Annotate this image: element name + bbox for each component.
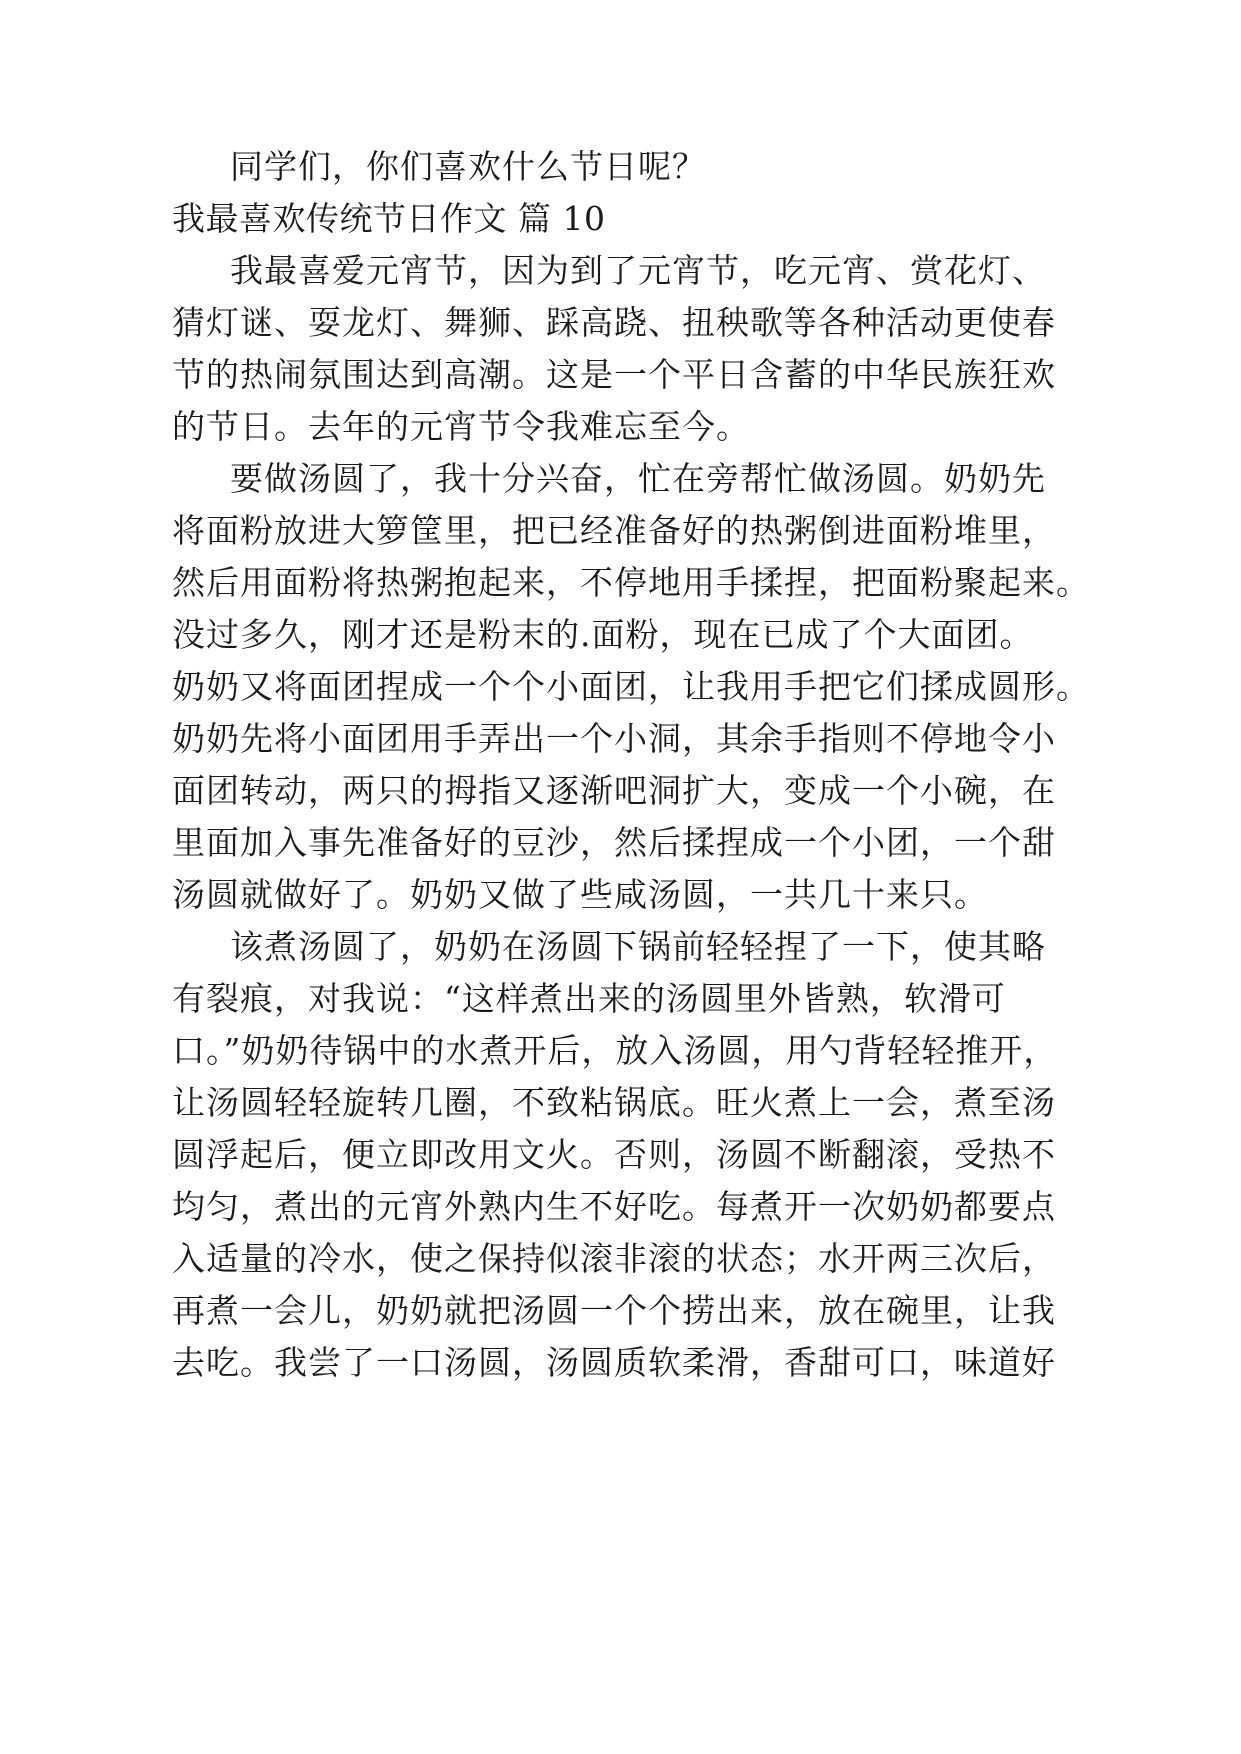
paragraph-line: 均匀，煮出的元宵外熟内生不好吃。每煮开一次奶奶都要点 bbox=[172, 1187, 1056, 1226]
paragraph-line: 里面加入事先准备好的豆沙，然后揉捏成一个小团，一个甜 bbox=[172, 823, 1056, 862]
paragraph-line: 让汤圆轻轻旋转几圈，不致粘锅底。旺火煮上一会，煮至汤 bbox=[172, 1083, 1056, 1122]
paragraph-line: 将面粉放进大箩筐里，把已经准备好的热粥倒进面粉堆里， bbox=[172, 511, 1056, 550]
paragraph-line: 去吃。我尝了一口汤圆，汤圆质软柔滑，香甜可口，味道好 bbox=[172, 1343, 1056, 1382]
paragraph-line: 入适量的冷水，使之保持似滚非滚的状态；水开两三次后， bbox=[172, 1239, 1056, 1278]
paragraph-line: 口。”奶奶待锅中的水煮开后，放入汤圆，用勺背轻轻推开， bbox=[172, 1031, 1058, 1070]
paragraph-line: 再煮一会儿，奶奶就把汤圆一个个捞出来，放在碗里，让我 bbox=[172, 1291, 1056, 1330]
paragraph-line: 奶奶先将小面团用手弄出一个小洞，其余手指则不停地令小 bbox=[172, 719, 1056, 758]
paragraph-line: 圆浮起后，便立即改用文火。否则，汤圆不断翻滚，受热不 bbox=[172, 1135, 1056, 1174]
paragraph-line: 奶奶又将面团捏成一个个小面团，让我用手把它们揉成圆形。 bbox=[172, 667, 1090, 706]
paragraph-line: 面团转动，两只的拇指又逐渐吧洞扩大，变成一个小碗，在 bbox=[172, 771, 1056, 810]
paragraph-line: 我最喜爱元宵节，因为到了元宵节，吃元宵、赏花灯、 bbox=[230, 251, 1046, 290]
section-heading: 我最喜欢传统节日作文 篇 10 bbox=[172, 199, 606, 238]
paragraph-line: 该煮汤圆了，奶奶在汤圆下锅前轻轻捏了一下，使其略 bbox=[230, 927, 1046, 966]
paragraph-line: 的节日。去年的元宵节令我难忘至今。 bbox=[172, 407, 750, 446]
paragraph-line: 没过多久，刚才还是粉末的.面粉，现在已成了个大面团。 bbox=[172, 615, 1034, 654]
paragraph-line: 要做汤圆了，我十分兴奋，忙在旁帮忙做汤圆。奶奶先 bbox=[230, 459, 1046, 498]
paragraph-line: 有裂痕，对我说：“这样煮出来的汤圆里外皆熟，软滑可 bbox=[172, 979, 1006, 1018]
paragraph-line: 然后用面粉将热粥抱起来，不停地用手揉捏，把面粉聚起来。 bbox=[172, 563, 1090, 602]
paragraph-line: 猜灯谜、耍龙灯、舞狮、踩高跷、扭秧歌等各种活动更使春 bbox=[172, 303, 1056, 342]
paragraph-line: 汤圆就做好了。奶奶又做了些咸汤圆，一共几十来只。 bbox=[172, 875, 988, 914]
intro-line: 同学们，你们喜欢什么节日呢？ bbox=[230, 147, 706, 186]
paragraph-line: 节的热闹氛围达到高潮。这是一个平日含蓄的中华民族狂欢 bbox=[172, 355, 1056, 394]
